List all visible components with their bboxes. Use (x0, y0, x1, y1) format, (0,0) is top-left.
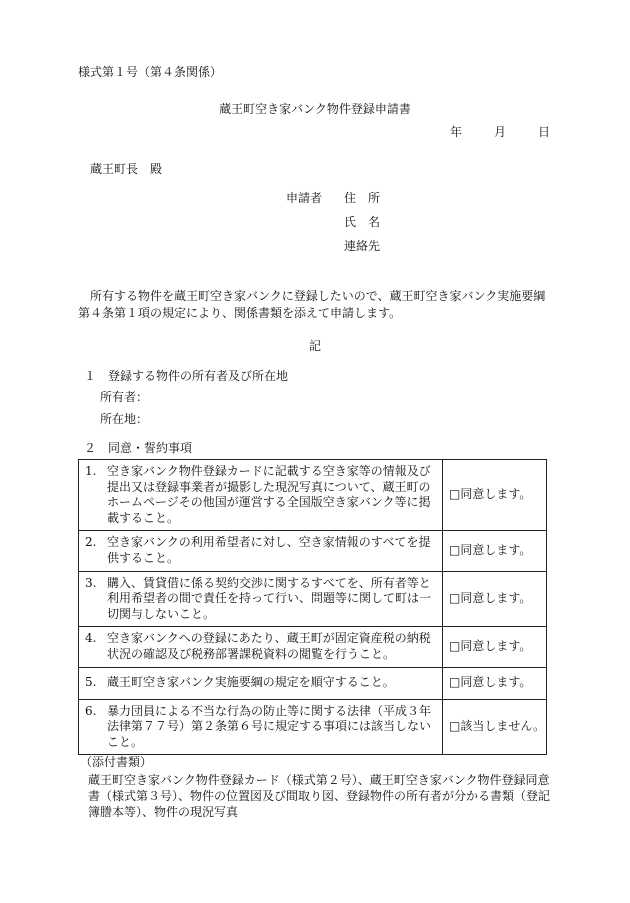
location-label: 所在地： (100, 412, 149, 426)
contact-field-label: 連絡先 (344, 239, 381, 253)
item-text: 暴力団員による不当な行為の防止等に関する法律（平成３年法律第７７号）第２条第６号に規定する事項には該当しないこと。 (107, 703, 432, 749)
agree-checkbox[interactable]: □同意します。 (443, 627, 547, 667)
item-text: 蔵王町空き家バンク実施要綱の規定を順守すること。 (107, 675, 395, 690)
item-text: 空き家バンク物件登録カードに記載する空き家等の情報及び提出又は登録事業者が撮影した現況写真について、蔵王町のホームページその他国が運営する全国版空き家バンク等に掲載すること。 (107, 464, 431, 525)
agreement-table (78, 459, 547, 755)
agree-checkbox[interactable]: □同意します。 (443, 531, 547, 571)
table-row (79, 627, 547, 667)
agree-checkbox[interactable]: □同意します。 (443, 667, 547, 699)
agreement-item (79, 571, 443, 627)
item-number: 4. (85, 631, 97, 646)
section2-heading: ２ 同意・誓約事項 (84, 441, 193, 455)
item-number: 3. (85, 575, 97, 590)
application-statement: 所有する物件を蔵王町空き家バンクに登録したいので、蔵王町空き家バンク実施要綱第４条第１項の規定により、関係書類を添えて申請します。 (78, 289, 546, 321)
item-text: 空き家バンクへの登録にあたり、蔵王町が固定資産税の納税状況の確認及び税務部署課税資料の閲覧を行うこと。 (107, 631, 431, 661)
agree-checkbox[interactable]: □同意します。 (443, 460, 547, 531)
table-row (79, 699, 547, 755)
table-row (79, 571, 547, 627)
name-field-label: 氏 名 (344, 215, 381, 229)
address-field-label: 住 所 (344, 191, 381, 205)
agreement-item (79, 460, 443, 531)
table-row (79, 531, 547, 571)
agreement-item (79, 627, 443, 667)
agreement-item (79, 531, 443, 571)
addressee: 蔵王町長 殿 (90, 162, 163, 176)
table-row (79, 667, 547, 699)
ki-heading: 記 (308, 339, 321, 353)
applicant-fields (344, 190, 380, 262)
date-year: 年 (449, 125, 462, 139)
item-number: 6. (85, 703, 97, 718)
attachments-label: （添付書類） (80, 755, 153, 769)
item-number: 5. (85, 675, 97, 690)
not-applicable-checkbox[interactable]: □該当しません。 (443, 699, 547, 755)
item-text: 購入、賃貸借に係る契約交渉に関するすべてを、所有者等と利用希望者の間で責任を持って行い、問題等に関して町は一切関与しないこと。 (107, 575, 432, 621)
item-number: 2. (85, 535, 97, 550)
item-text: 空き家バンクの利用希望者に対し、空き家情報のすべてを提供すること。 (107, 535, 431, 565)
table-row (79, 460, 547, 531)
item-number: 1. (85, 464, 97, 478)
applicant-label: 申請者 (286, 191, 323, 205)
attachments-text: 蔵王町空き家バンク物件登録カード（様式第２号）、蔵王町空き家バンク物件登録同意書（様式第３号）、物件の位置図及び間取り図、登録物件の所有者が分かる書類（登記簿謄本等）、物件の現況写真 (88, 773, 551, 819)
agreement-item (79, 699, 443, 755)
form-number: 様式第１号（第４条関係） (78, 65, 223, 79)
document-title: 蔵王町空き家バンク物件登録申請書 (219, 102, 411, 116)
section1-heading: １ 登録する物件の所有者及び所在地 (84, 369, 289, 383)
date-line (450, 124, 550, 140)
owner-label: 所有者： (100, 390, 149, 404)
date-day: 日 (537, 125, 550, 139)
agreement-item (79, 667, 443, 699)
date-month: 月 (493, 125, 506, 139)
agree-checkbox[interactable]: □同意します。 (443, 571, 547, 627)
